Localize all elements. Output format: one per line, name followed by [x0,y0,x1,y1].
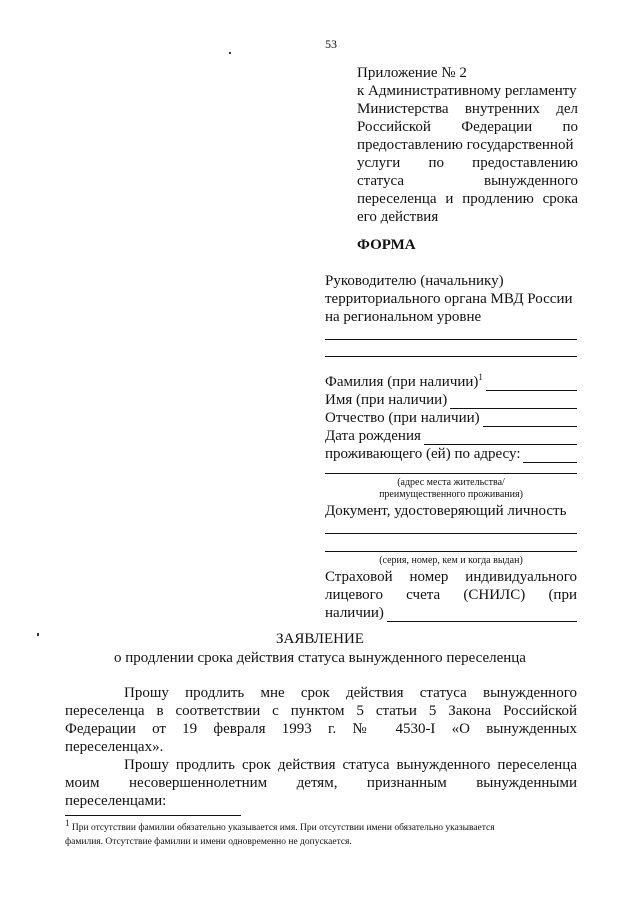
statement-paragraph-1 [65,684,577,756]
snils-label-line: наличии) [325,605,384,621]
document-label: Документ, удостоверяющий личность [325,503,567,519]
snils-block [325,568,577,622]
addressee-block [325,272,577,326]
document-blank-line[interactable] [325,533,577,534]
scan-speck [229,52,231,54]
paragraph-line: переселенца в соответствии с пунктом 5 статьи 5 Закона Российской [65,703,577,719]
footnote-line: $^1$ При отсутствии фамилии обязательно указывается имя. При отсутствии имени обязательно указывается [65,817,495,833]
name-row [325,391,577,409]
footnote-line: фамилия. Отсутствие фамилии и имени одновременно не допускается. [65,837,352,847]
scan-speck [37,633,39,636]
snils-field[interactable] [387,608,577,622]
form-label: ФОРМА [357,237,416,253]
personal-fields [325,373,577,463]
addressee-line: Руководителю (начальнику) [325,273,504,289]
birth-date-field[interactable] [424,431,577,445]
snils-row [325,604,577,622]
paragraph-line: Прошу продлить срок действия статуса вынужденного переселенца [124,757,577,773]
address-blank-line[interactable] [325,473,577,474]
paragraph-line: Федерации от 19 февраля 1993 г. № 4530-I «О вынужденных [65,721,577,737]
statement-title: ЗАЯВЛЕНИЕ [276,631,364,647]
paragraph-line: переселенцами: [65,793,167,809]
addressee-blank-line[interactable] [325,339,577,340]
address-hint: преимущественного проживания) [379,489,523,500]
address-field[interactable] [523,449,577,463]
address-row [325,445,577,463]
page-number: 53 [325,37,337,51]
addressee-blank-line[interactable] [325,356,577,357]
name-field[interactable] [450,395,577,409]
appendix-line: предоставлению государственной [357,137,574,153]
appendix-line: Российской Федерации по [357,119,578,135]
document-blank-line[interactable] [325,551,577,552]
appendix-title: Приложение № 2 [357,65,467,81]
surname-field[interactable] [486,377,577,391]
paragraph-line: Прошу продлить мне срок действия статуса вынужденного [124,685,577,701]
statement-paragraph-2 [65,756,577,810]
document-hint: (серия, номер, кем и когда выдан) [379,555,523,566]
snils-label-line: Страховой номер индивидуального [325,569,577,585]
patronymic-label: Отчество (при наличии) [325,410,480,426]
footnote-separator [65,815,241,816]
address-label: проживающего (ей) по адресу: [325,446,521,462]
appendix-line: его действия [357,209,439,225]
appendix-block [357,64,578,226]
appendix-line: услуги по предоставлению [357,155,578,171]
appendix-line: статуса вынужденного [357,173,578,189]
birth-date-row [325,427,577,445]
snils-label-line: лицевого счета (СНИЛС) (при [325,587,577,603]
appendix-line: переселенца и продлению срока [357,191,578,207]
surname-row [325,373,577,391]
appendix-line: Министерства внутренних дел [357,101,578,117]
birth-date-label: Дата рождения [325,428,421,444]
patronymic-field[interactable] [483,413,577,427]
surname-label: Фамилия (при наличии)$^1$ [325,372,483,390]
addressee-line: на региональном уровне [325,309,482,325]
name-label: Имя (при наличии) [325,392,448,408]
addressee-line: территориального органа МВД России [325,291,573,307]
statement-subtitle: о продлении срока действия статуса вынужденного переселенца [114,650,526,666]
appendix-line: к Административному регламенту [357,83,577,99]
patronymic-row [325,409,577,427]
paragraph-line: переселенцах». [65,739,164,755]
address-hint: (адрес места жительства/ [397,477,505,488]
paragraph-line: моим несовершеннолетним детям, признанным вынужденными [65,775,577,791]
